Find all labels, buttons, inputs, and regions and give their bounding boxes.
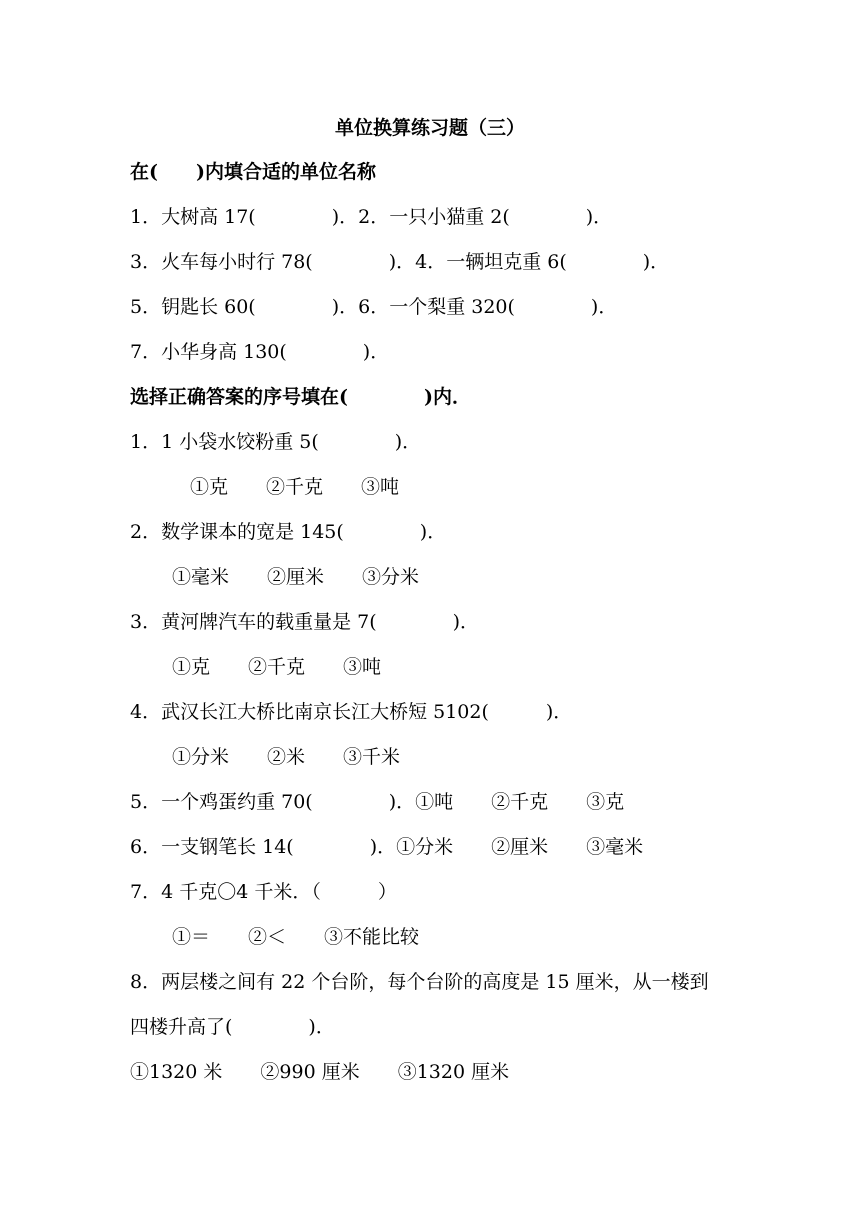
question-1-options: ①克 ②千克 ③吨 — [190, 476, 400, 498]
question-4-options: ①分米 ②米 ③千米 — [172, 746, 401, 768]
section1-line-4: 7．小华身高 130( )． — [130, 341, 390, 363]
question-8-line-2: 四楼升高了( )． — [130, 1016, 335, 1038]
question-3: 3．黄河牌汽车的载重量是 7( )． — [130, 611, 480, 633]
question-7: 7．4 千克〇4 千米．（ ） — [130, 881, 397, 903]
question-2-options: ①毫米 ②厘米 ③分米 — [172, 566, 420, 588]
worksheet-title: 单位换算练习题（三） — [334, 117, 525, 139]
section1-heading: 在( )内填合适的单位名称 — [130, 161, 376, 183]
question-1: 1．1 小袋水饺粉重 5( )． — [130, 431, 422, 453]
section2-heading: 选择正确答案的序号填在( )内． — [130, 386, 471, 408]
question-6: 6．一支钢笔长 14( )．①分米 ②厘米 ③毫米 — [130, 836, 644, 858]
question-8-line-1: 8．两层楼之间有 22 个台阶，每个台阶的高度是 15 厘米，从一楼到 — [130, 971, 709, 993]
question-5: 5．一个鸡蛋约重 70( )．①吨 ②千克 ③克 — [130, 791, 625, 813]
section1-line-1: 1．大树高 17( )．2．一只小猫重 2( )． — [130, 206, 613, 228]
question-3-options: ①克 ②千克 ③吨 — [172, 656, 382, 678]
section1-line-2: 3．火车每小时行 78( )．4．一辆坦克重 6( )． — [130, 251, 670, 273]
question-7-options: ①＝ ②＜ ③不能比较 — [172, 926, 420, 948]
question-2: 2．数学课本的宽是 145( )． — [130, 521, 447, 543]
question-8-options: ①1320 米 ②990 厘米 ③1320 厘米 — [130, 1061, 510, 1083]
question-4: 4．武汉长江大桥比南京长江大桥短 5102( )． — [130, 701, 573, 723]
section1-line-3: 5．钥匙长 60( )．6．一个梨重 320( )． — [130, 296, 618, 318]
